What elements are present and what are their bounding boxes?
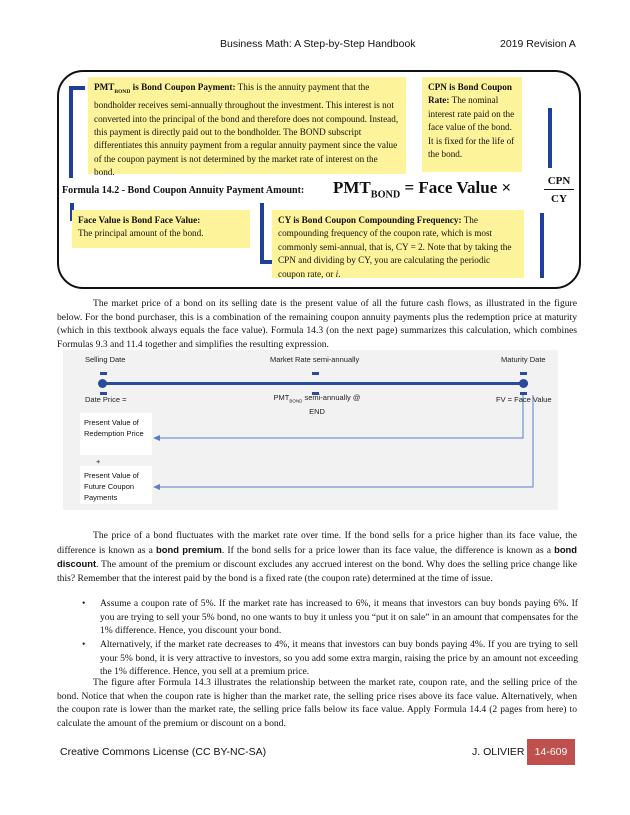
- term-bond-discount: bond discount: [57, 543, 578, 570]
- bullet-item-premium: [82, 638, 578, 679]
- note-face-body: The principal amount of the bond.: [78, 228, 204, 239]
- bullet-icon: •: [82, 598, 86, 609]
- leader-line: [548, 108, 552, 168]
- paragraph-market-price-text: The market price of a bond on its selling date is the present value of all the future cash flows, as illustrated in the figure below. For the bond purchaser, this is a combination of the remaining coupon annuity payments plus the redemption price at maturity (which in this textbook always equals the face value). Formula 14.3 (on the next page) summarizes this calculation, which combines Formulas 9.3 and 11.4 together and simplifies the resulting expression.: [57, 298, 577, 351]
- note-cy: [272, 210, 524, 278]
- pmt-bond-rest: semi-annually @: [302, 393, 361, 402]
- selling-date-label: Selling Date: [85, 355, 126, 364]
- note-cy-end: .: [338, 268, 341, 279]
- arrow-coupons: [155, 395, 533, 487]
- date-price-label: Date Price =: [85, 395, 127, 404]
- formula-rhs: = Face Value ×: [404, 178, 512, 197]
- note-cpn: [422, 77, 522, 172]
- leader-line: [260, 203, 264, 263]
- maturity-date-label: Maturity Date: [501, 355, 546, 364]
- formula-lhs-sub: BOND: [370, 189, 401, 201]
- arrow-redemption: [155, 395, 523, 438]
- arrowhead: [153, 484, 160, 490]
- paragraph-figure-relationship-text: The figure after Formula 14.3 illustrates the relationship between the market rate, coupon rate, and the selling price of the bond. Notice that when the coupon rate is higher than the market rate, the selling price rises above its face value. Alternatively, when the coupon rate is lower than the market rate, the selling price falls below its face value. Apply Formula 14.4 (2 pages from here) to calculate the amount of the premium or discount on a bond.: [57, 677, 577, 730]
- note-pmt-title-sub: BOND: [114, 88, 131, 95]
- formula-fraction: [544, 175, 574, 205]
- formula-denominator: CY: [544, 189, 574, 205]
- note-pmt-bond: [88, 77, 406, 178]
- bullet-text: Alternatively, if the market rate decreases to 4%, it means that investors can buy bonds paying 4%. If you are trying to sell your 5% bond, it is very attractive to investors, so you add some extra margin, raising the price by an amount not exceeding the 1% difference. Hence, you sell at a premium price.: [100, 639, 578, 678]
- pmt-bond-end: END: [309, 406, 325, 416]
- note-cy-body: The compounding frequency of the coupon rate, which is most commonly semi-annual, that is, CY = 2. Note that by taking the CPN and dividing by CY, you are calculating the periodic coupon rate, or: [278, 215, 512, 279]
- footer-author: J. OLIVIER: [472, 746, 525, 758]
- running-header-revision: 2019 Revision A: [500, 38, 576, 50]
- leader-line: [69, 86, 73, 178]
- pmt-bond-main: PMT: [273, 393, 290, 402]
- paragraph-market-price: [57, 297, 577, 352]
- note-pmt-title-rest: is Bond Coupon Payment:: [130, 82, 236, 92]
- leader-line: [260, 260, 272, 264]
- fv-label: FV = Face Value: [496, 395, 552, 404]
- page-number-badge: 14-609: [527, 739, 575, 765]
- arrowhead: [153, 435, 160, 441]
- note-cpn-body: The nominal interest rate paid on the face value of the bond. It is fixed for the life of the bond.: [428, 95, 515, 160]
- note-face-value: [72, 210, 250, 248]
- note-pmt-title-main: PMT: [94, 82, 115, 92]
- paragraph2-part1: The price of a bond fluctuates with the market rate over time. If the bond sells for a price higher than its face value, the difference is known as a: [57, 530, 577, 556]
- note-cy-title: CY is Bond Coupon Compounding Frequency:: [278, 215, 462, 225]
- running-header-title: Business Math: A Step-by-Step Handbook: [220, 38, 416, 50]
- diagram-arrows: [63, 350, 558, 510]
- formula-lhs-main: PMT: [333, 178, 371, 197]
- paragraph-figure-relationship: [57, 676, 577, 731]
- note-pmt-body: This is the annuity payment that the bondholder receives semi-annually throughout the investment. This interest is not converted into the principal of the bond and therefore does not compound. Instead, this payment is directly paid out to the bondholder. The BOND subscript differentiates this annuity payment from a regular annuity payment since the value of the coupon payment is not determined by the market rate of interest on the bond.: [94, 82, 399, 178]
- paragraph2-part2: . If the bond sells for a price lower than its face value, the difference is known as a: [221, 544, 555, 556]
- bullet-item-discount: [82, 597, 578, 638]
- footer-license: Creative Commons License (CC BY-NC-SA): [60, 746, 267, 758]
- bullet-icon: •: [82, 639, 86, 650]
- pv-redemption-box: Present Value of Redemption Price: [80, 413, 152, 455]
- plus-sign: +: [96, 457, 101, 466]
- paragraph-bond-premium-discount: [57, 529, 577, 586]
- note-cy-i: i: [335, 268, 339, 279]
- paragraph2-part3: . The amount of the premium or discount excludes any accrued interest on the bond. Why does the selling price change like this? Remember that the interest paid by the bond is a fixed rate (the coupon rate) determined at the time of issue.: [57, 559, 577, 585]
- market-rate-label: Market Rate semi-annually: [270, 355, 360, 364]
- pmt-bond-sub: BOND: [289, 398, 303, 404]
- leader-line: [540, 213, 544, 278]
- formula-label: Formula 14.2 - Bond Coupon Annuity Payment Amount:: [62, 185, 305, 196]
- formula-equation: [333, 178, 511, 200]
- bullet-text: Assume a coupon rate of 5%. If the market rate has increased to 6%, it means that investors can buy bonds paying 6%. If you are trying to sell your 5% bond, no one wants to buy it unless you “put it on sale” in an amount that compensates for the 1% difference. Hence, you discount your bond.: [100, 598, 578, 637]
- note-face-title: Face Value is Bond Face Value:: [78, 215, 201, 225]
- pv-coupons-box: Present Value of Future Coupon Payments: [80, 466, 152, 504]
- note-cpn-title: CPN is Bond Coupon Rate:: [428, 82, 512, 106]
- formula-numerator: CPN: [547, 175, 571, 187]
- term-bond-premium: bond premium: [156, 543, 222, 555]
